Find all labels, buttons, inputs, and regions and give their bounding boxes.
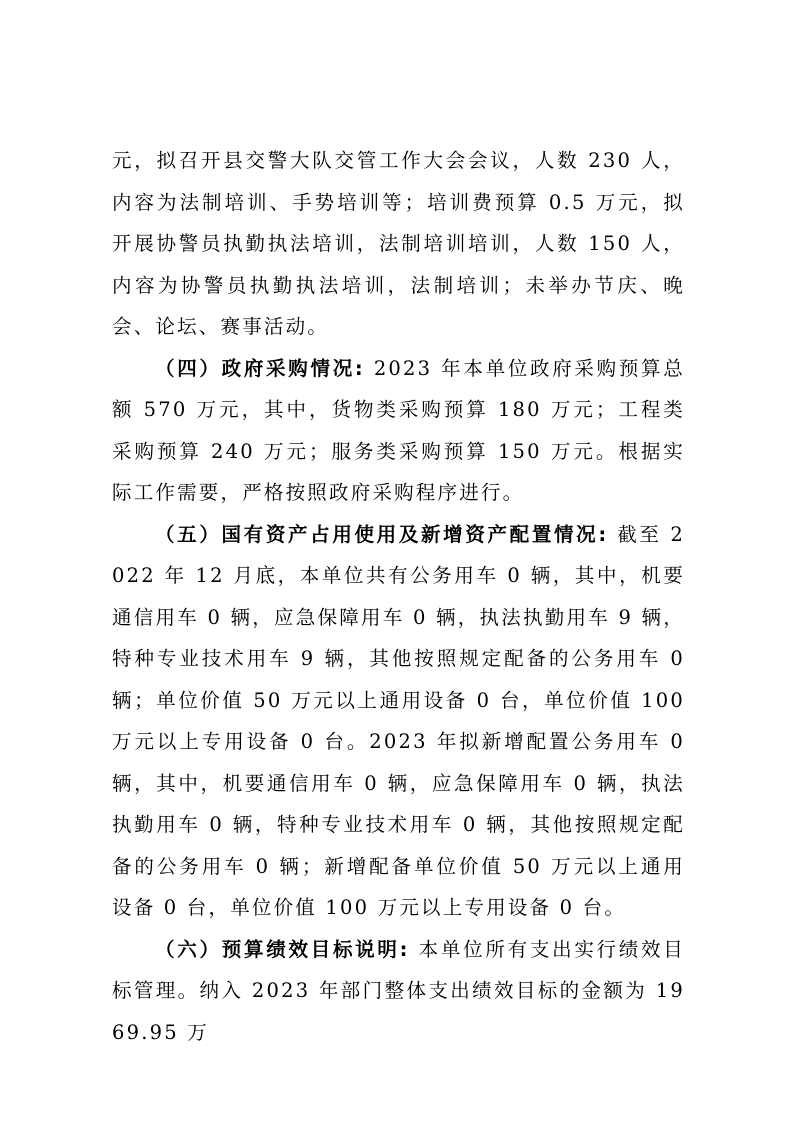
paragraph-state-assets [112,514,685,929]
section-heading-performance: （六）预算绩效目标说明: [155,937,410,961]
paragraph-text: 本单位所有支出实行绩效目标管理。纳入 2023 年部门整体支出绩效目标的金额为 1969.95 万 [112,937,685,1044]
section-heading-assets: （五）国有资产占用使用及新增资产配置情况: [155,522,609,546]
section-heading-procurement: （四）政府采购情况: [155,356,365,380]
paragraph-text: 截至 2022 年 12 月底，本单位共有公务用车 0 辆，其中，机要通信用车 0 辆，应急保障用车 0 辆，执法执勤用车 9 辆，特种专业技术用车 9 辆，其他按照规定配备的公务用车 0 辆；单位价值 50 万元以上通用设备 0 台，单位价值 100 万元以上专用设备 0 台。2023 年拟新增配置公务用车 0 辆，其中，机要通信用车 0 辆，应急保障用车 0 辆，执法执勤用车 0 辆，特种专业技术用车 0 辆，其他按照规定配备的公务用车 0 辆；新增配备单位价值 50 万元以上通用设备 0 台，单位价值 100 万元以上专用设备 0 台。 [112,522,685,919]
paragraph-text: 2023 年本单位政府采购预算总额 570 万元，其中，货物类采购预算 180 万元；工程类采购预算 240 万元；服务类采购预算 150 万元。根据实际工作需要，严格按照政府采购程序进行。 [112,356,685,504]
paragraph-training-continuation [112,140,685,348]
paragraph-government-procurement [112,348,685,514]
paragraph-performance-goals [112,929,685,1054]
paragraph-text: 元，拟召开县交警大队交管工作大会会议，人数 230 人，内容为法制培训、手势培训等；培训费预算 0.5 万元，拟开展协警员执勤执法培训，法制培训培训，人数 150 人，内容为协警员执勤执法培训，法制培训；未举办节庆、晚会、论坛、赛事活动。 [112,149,685,338]
